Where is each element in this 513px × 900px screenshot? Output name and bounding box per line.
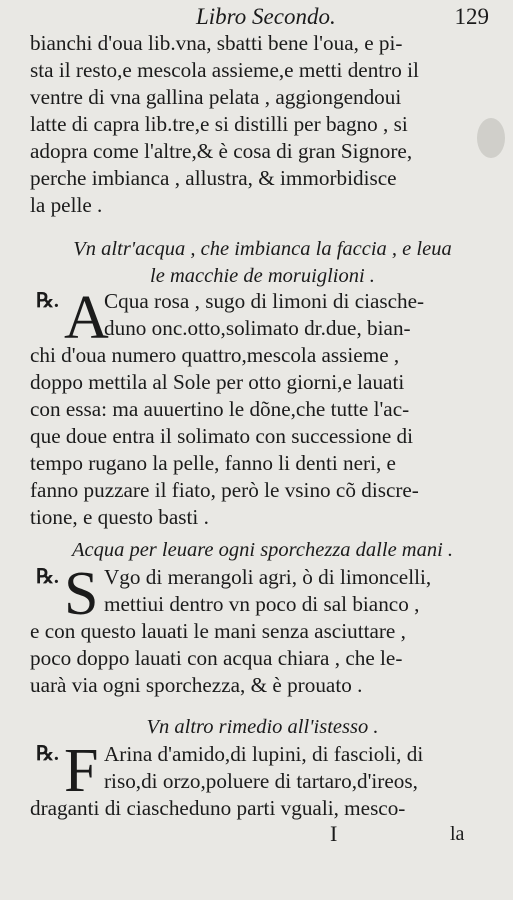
recipe-symbol: ℞.: [36, 290, 59, 312]
text-line: perche imbianca , allustra, & immorbidisce: [30, 166, 397, 190]
text-line: ventre di vna gallina pelata , aggiongendoui: [30, 85, 402, 109]
text-line: adopra come l'altre,& è cosa di gran Signore,: [30, 139, 413, 163]
recipe-heading: [30, 537, 495, 564]
text-line: que doue entra il solimato con successione di: [30, 424, 414, 448]
text-line: tione, e questo basti .: [30, 505, 209, 529]
continuation-paragraph: [30, 30, 495, 219]
text-line: con essa: ma auuertino le dõne,che tutte l'ac-: [30, 397, 410, 421]
text-line: mettiui dentro vn poco di sal bianco ,: [104, 592, 420, 616]
page-footer: [30, 820, 495, 848]
page-header: [30, 2, 489, 32]
text-line: draganti di ciascheduno parti vguali, mesco-: [30, 796, 406, 820]
recipe-heading: [30, 714, 495, 741]
recipe-paragraph: [30, 560, 495, 699]
text-line: la pelle .: [30, 193, 103, 217]
text-line: riso,di orzo,poluere di tartaro,d'ireos,: [104, 769, 418, 793]
drop-capital: S: [64, 560, 99, 628]
drop-capital: A: [64, 284, 109, 352]
text-line: poco doppo lauati con acqua chiara , che le-: [30, 646, 403, 670]
heading-line: Vn altro rimedio all'istesso .: [146, 716, 379, 738]
text-line: doppo mettila al Sole per otto giorni,e lauati: [30, 370, 405, 394]
signature-mark: I: [330, 821, 338, 846]
text-line: uarà via ogni sporchezza, & è prouato .: [30, 673, 363, 697]
recipe-heading: [30, 236, 495, 290]
text-line: Arina d'amido,di lupini, di fascioli, di: [104, 742, 424, 766]
heading-line: Acqua per leuare ogni sporchezza dalle mani .: [71, 539, 454, 561]
heading-line: Vn altr'acqua , che imbianca la faccia , e leua: [73, 238, 452, 260]
recipe-paragraph: [30, 284, 495, 531]
running-head: Libro Secondo.: [196, 4, 336, 29]
text-line: tempo rugano la pelle, fanno li denti neri, e: [30, 451, 396, 475]
drop-capital: F: [64, 737, 99, 805]
text-line: bianchi d'oua lib.vna, sbatti bene l'oua, e pi-: [30, 31, 403, 55]
page-number: 129: [454, 4, 489, 29]
recipe-paragraph: [30, 737, 495, 822]
text-line: sta il resto,e mescola assieme,e metti dentro il: [30, 58, 419, 82]
text-line: duno onc.otto,solimato dr.due, bian-: [104, 316, 411, 340]
catchword: la: [450, 823, 465, 845]
text-line: chi d'oua numero quattro,mescola assieme ,: [30, 343, 400, 367]
text-line: latte di capra lib.tre,e si distilli per bagno , si: [30, 112, 408, 136]
text-line: e con questo lauati le mani senza asciuttare ,: [30, 619, 406, 643]
heading-line: le macchie de moruiglioni .: [150, 265, 375, 287]
recipe-symbol: ℞.: [36, 566, 59, 588]
text-line: Cqua rosa , sugo di limoni di ciasche-: [104, 289, 425, 313]
text-line: Vgo di merangoli agri, ò di limoncelli,: [104, 565, 432, 589]
text-line: fanno puzzare il fiato, però le vsino cõ discre-: [30, 478, 419, 502]
recipe-symbol: ℞.: [36, 743, 59, 765]
